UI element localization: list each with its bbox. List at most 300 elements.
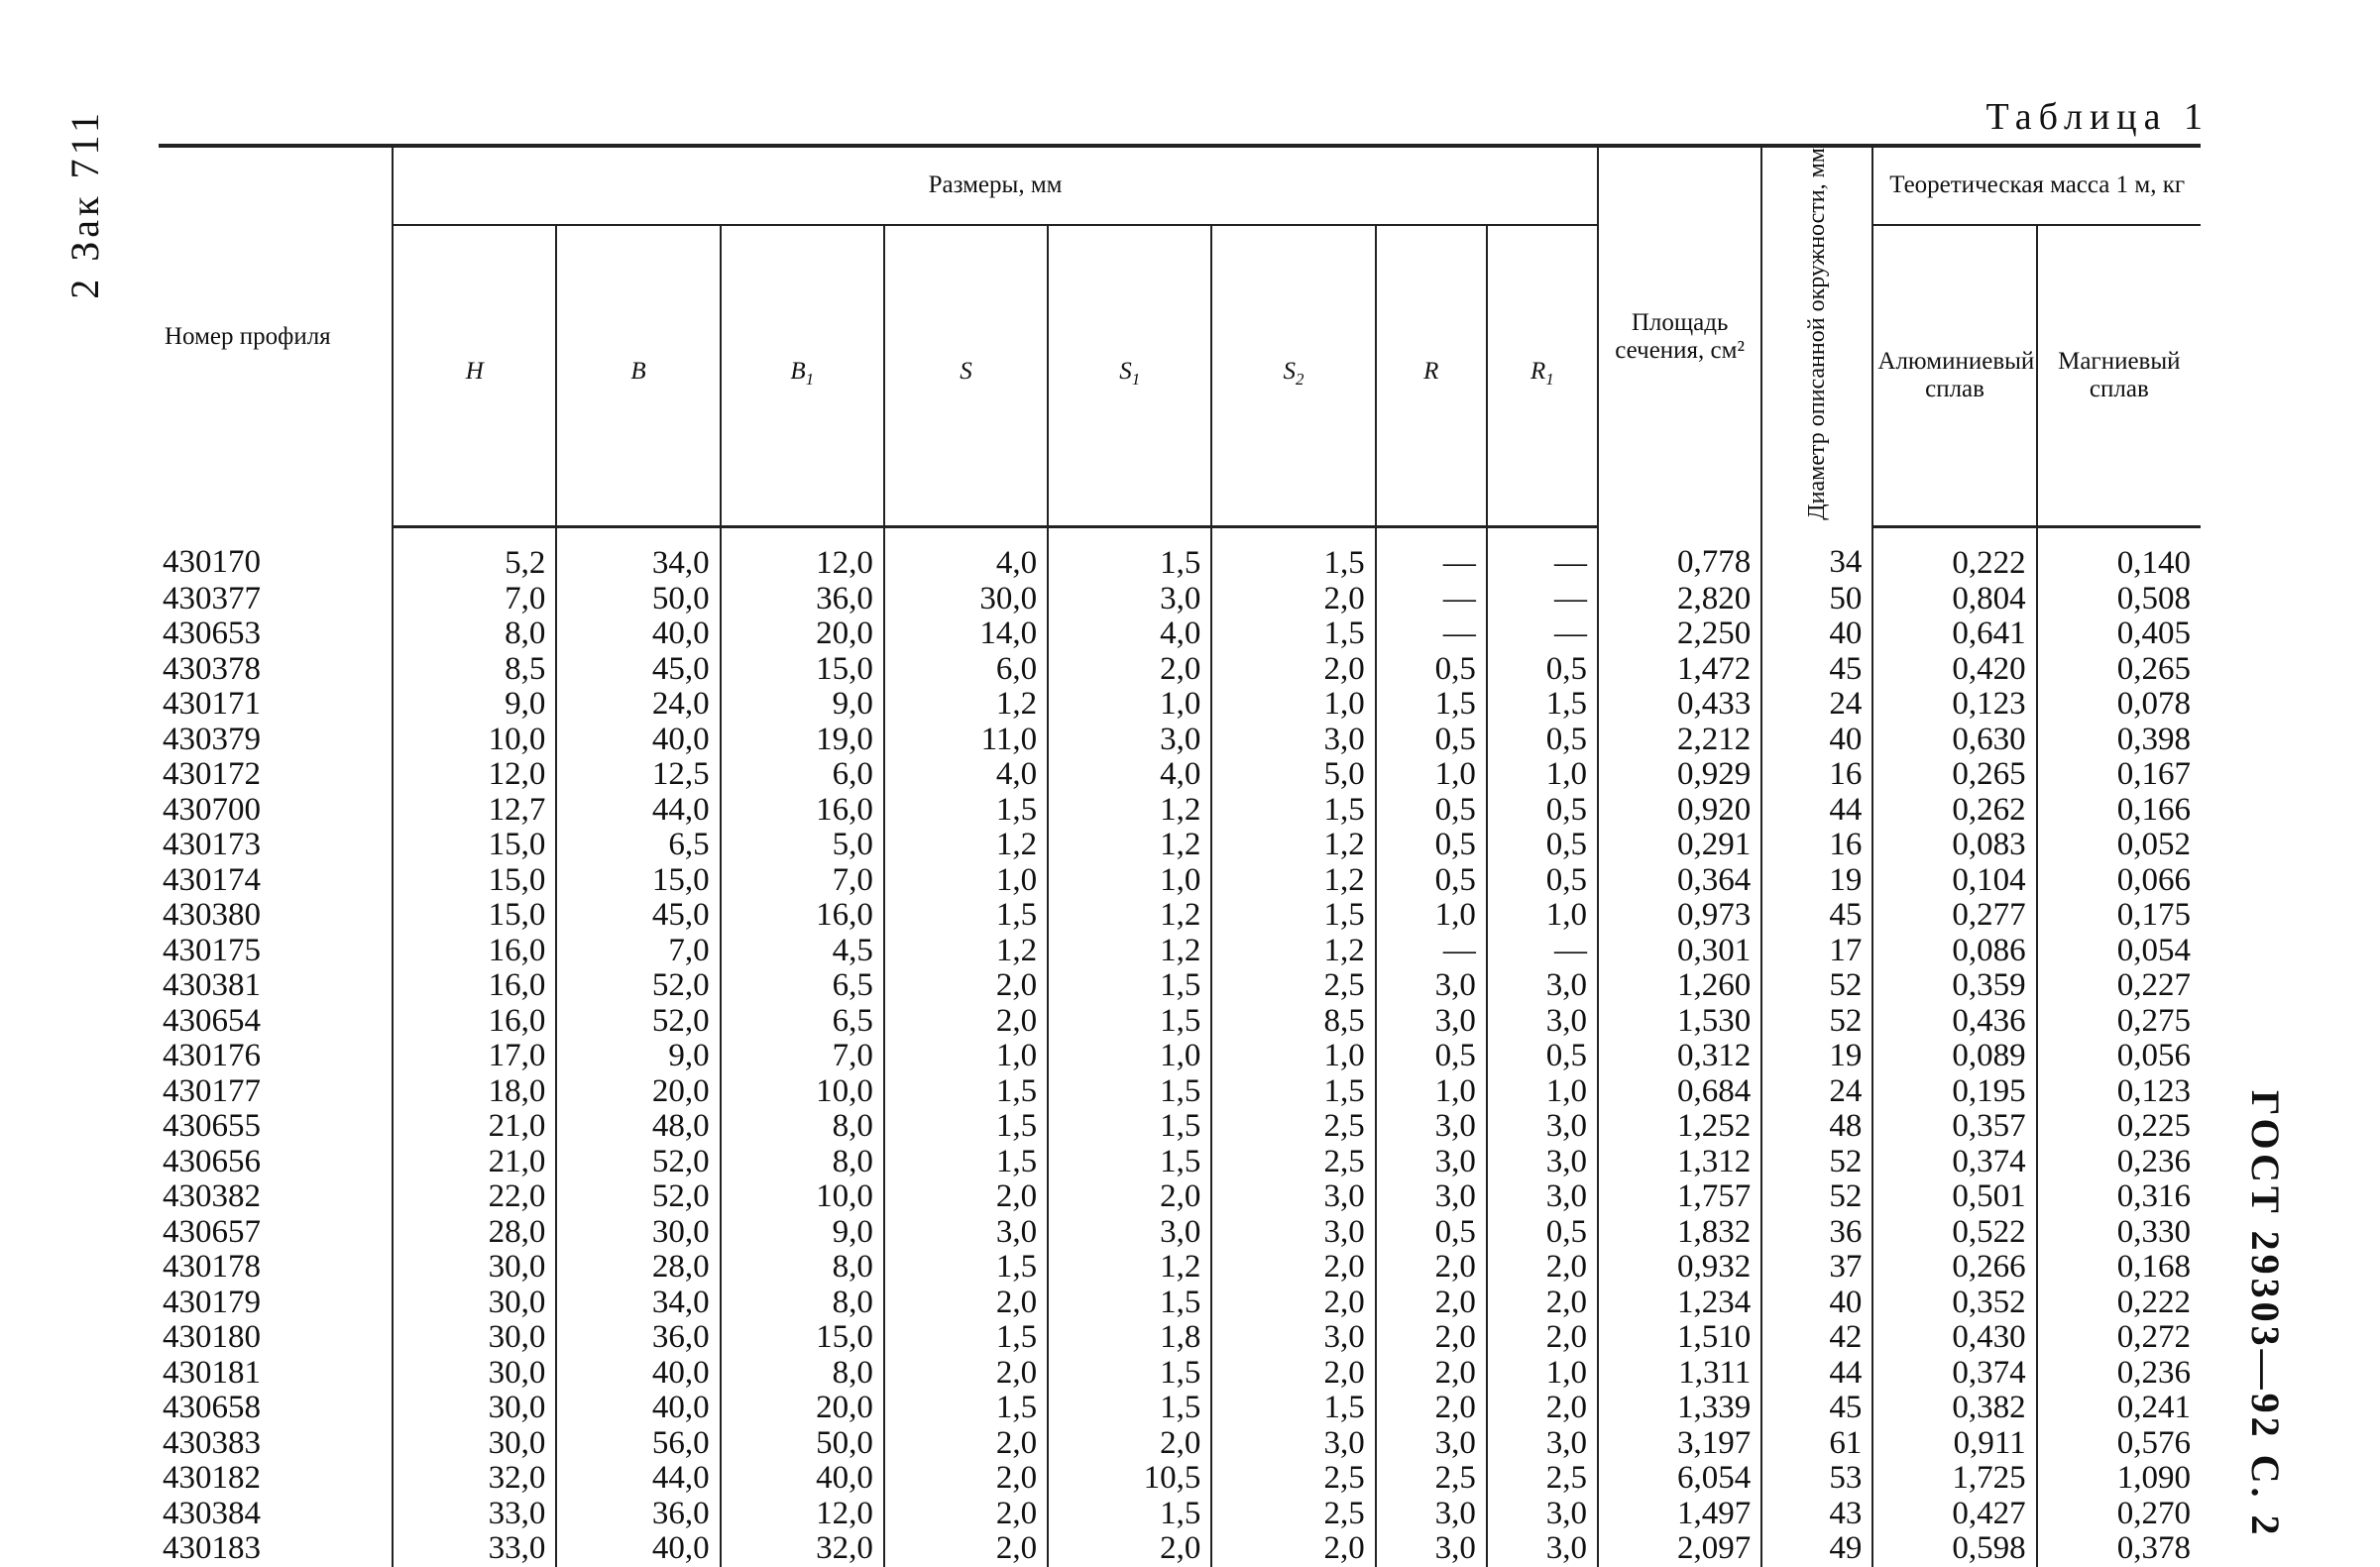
cell-section-area: 2,212 [1598, 723, 1761, 758]
cell-dim-s2: 3,0 [1211, 1215, 1375, 1251]
cell-dim-s: 2,0 [884, 1356, 1048, 1392]
cell-dim-r: — [1376, 582, 1487, 617]
cell-profile-number: 430383 [163, 1424, 261, 1461]
cell-dim-s: 1,5 [884, 1109, 1048, 1145]
cell-dim-h: 12,0 [393, 757, 556, 793]
cell-diameter: 16 [1761, 828, 1872, 863]
cell-section-area: 1,339 [1598, 1391, 1761, 1426]
cell-dim-s2: 2,0 [1211, 1250, 1375, 1286]
cell-diameter: 61 [1761, 1426, 1872, 1462]
cell-dim-b: 52,0 [556, 1004, 720, 1040]
cell-dim-b1: 36,0 [721, 582, 884, 617]
cell-dim-s: 2,0 [884, 968, 1048, 1004]
cell-mass-magnesium: 0,241 [2037, 1391, 2201, 1426]
cell-dim-b: 28,0 [556, 1250, 720, 1286]
cell-profile-number: 430379 [163, 721, 261, 757]
cell-section-area: 0,920 [1598, 793, 1761, 829]
cell-dim-r1: 3,0 [1487, 1145, 1598, 1180]
cell-dim-s: 1,5 [884, 1074, 1048, 1110]
cell-dim-s1: 1,5 [1048, 1391, 1211, 1426]
cell-profile-number: 430380 [163, 897, 261, 934]
cell-dim-b: 34,0 [556, 527, 720, 582]
cell-dim-s2: 1,5 [1211, 616, 1375, 652]
cell-dim-h: 5,2 [393, 527, 556, 582]
cell-profile-number: 430657 [163, 1213, 261, 1250]
cell-dim-s: 1,5 [884, 1250, 1048, 1286]
cell-mass-magnesium: 0,056 [2037, 1039, 2201, 1074]
cell-mass-magnesium: 0,167 [2037, 757, 2201, 793]
cell-mass-aluminum: 0,641 [1872, 616, 2036, 652]
cell-dim-s: 1,5 [884, 1320, 1048, 1356]
table-row [159, 1461, 2201, 1497]
cell-dim-h: 28,0 [393, 1215, 556, 1251]
cell-section-area: 1,497 [1598, 1497, 1761, 1532]
cell-dim-b: 20,0 [556, 1074, 720, 1110]
table-row [159, 1356, 2201, 1392]
cell-mass-aluminum: 0,195 [1872, 1074, 2036, 1110]
cell-mass-aluminum: 0,086 [1872, 934, 2036, 969]
cell-section-area: 0,301 [1598, 934, 1761, 969]
cell-profile-number: 430175 [163, 932, 261, 968]
cell-dim-b1: 7,0 [721, 863, 884, 899]
cell-dim-s1: 1,2 [1048, 934, 1211, 969]
table-row [159, 723, 2201, 758]
cell-dim-b: 52,0 [556, 1145, 720, 1180]
cell-dim-r1: 2,0 [1487, 1391, 1598, 1426]
cell-dim-r1: 1,0 [1487, 757, 1598, 793]
cell-mass-aluminum: 0,123 [1872, 687, 2036, 723]
cell-mass-aluminum: 0,630 [1872, 723, 2036, 758]
cell-profile-number: 430377 [163, 580, 261, 616]
cell-dim-s2: 2,5 [1211, 1497, 1375, 1532]
cell-dim-r1: 0,5 [1487, 1039, 1598, 1074]
cell-profile-number: 430182 [163, 1460, 261, 1497]
cell-dim-s1: 1,8 [1048, 1320, 1211, 1356]
cell-dim-b: 7,0 [556, 934, 720, 969]
cell-dim-b1: 50,0 [721, 1426, 884, 1462]
cell-mass-magnesium: 0,272 [2037, 1320, 2201, 1356]
cell-dim-s: 4,0 [884, 757, 1048, 793]
cell-dim-s1: 1,0 [1048, 687, 1211, 723]
cell-section-area: 0,433 [1598, 687, 1761, 723]
cell-mass-magnesium: 0,405 [2037, 616, 2201, 652]
cell-dim-h: 10,0 [393, 723, 556, 758]
cell-dim-h: 22,0 [393, 1179, 556, 1215]
cell-dim-s1: 1,5 [1048, 1497, 1211, 1532]
cell-dim-b1: 6,0 [721, 757, 884, 793]
cell-dim-s1: 2,0 [1048, 1426, 1211, 1462]
cell-dim-r1: 3,0 [1487, 1179, 1598, 1215]
table-row [159, 1215, 2201, 1251]
cell-profile-number: 430177 [163, 1072, 261, 1109]
cell-dim-r1: — [1487, 527, 1598, 582]
cell-dim-s: 1,0 [884, 863, 1048, 899]
cell-dim-s: 2,0 [884, 1179, 1048, 1215]
cell-dim-s: 1,5 [884, 1145, 1048, 1180]
cell-dim-h: 30,0 [393, 1250, 556, 1286]
cell-mass-magnesium: 0,576 [2037, 1426, 2201, 1462]
cell-section-area: 1,311 [1598, 1356, 1761, 1392]
cell-mass-aluminum: 0,089 [1872, 1039, 2036, 1074]
cell-dim-b1: 16,0 [721, 793, 884, 829]
cell-dim-r: 0,5 [1376, 863, 1487, 899]
cell-dim-s2: 2,5 [1211, 968, 1375, 1004]
cell-mass-aluminum: 0,374 [1872, 1356, 2036, 1392]
cell-dim-r: 3,0 [1376, 1145, 1487, 1180]
cell-dim-s2: 1,5 [1211, 1391, 1375, 1426]
cell-mass-aluminum: 1,725 [1872, 1461, 2036, 1497]
table-row [159, 793, 2201, 829]
cell-dim-s1: 1,0 [1048, 1039, 1211, 1074]
table-title: Таблица 1 [1985, 96, 2210, 138]
cell-diameter: 45 [1761, 652, 1872, 688]
cell-dim-r: 3,0 [1376, 1004, 1487, 1040]
cell-dim-b: 36,0 [556, 1497, 720, 1532]
cell-profile-number: 430171 [163, 686, 261, 723]
cell-section-area: 1,472 [1598, 652, 1761, 688]
cell-dim-r1: — [1487, 582, 1598, 617]
cell-profile-number: 430654 [163, 1002, 261, 1039]
cell-mass-aluminum: 0,427 [1872, 1497, 2036, 1532]
cell-dim-s2: 5,0 [1211, 757, 1375, 793]
cell-dim-b: 52,0 [556, 1179, 720, 1215]
cell-profile-number: 430653 [163, 616, 261, 652]
cell-dim-s: 2,0 [884, 1497, 1048, 1532]
table-row [159, 1179, 2201, 1215]
cell-section-area: 0,929 [1598, 757, 1761, 793]
cell-dim-s2: 2,0 [1211, 652, 1375, 688]
cell-dim-b1: 10,0 [721, 1179, 884, 1215]
cell-mass-magnesium: 0,054 [2037, 934, 2201, 969]
cell-dim-b: 48,0 [556, 1109, 720, 1145]
cell-mass-magnesium: 0,225 [2037, 1109, 2201, 1145]
cell-dim-b1: 15,0 [721, 652, 884, 688]
cell-mass-aluminum: 0,352 [1872, 1286, 2036, 1321]
table-row [159, 1497, 2201, 1532]
cell-dim-r1: 3,0 [1487, 1004, 1598, 1040]
cell-profile-number: 430384 [163, 1495, 261, 1531]
header-dim-r1: $R_1$ [1487, 225, 1598, 527]
cell-dim-b: 40,0 [556, 616, 720, 652]
cell-dim-r1: 0,5 [1487, 723, 1598, 758]
cell-dim-h: 21,0 [393, 1109, 556, 1145]
cell-dim-b: 30,0 [556, 1215, 720, 1251]
header-dim-r: R [1376, 225, 1487, 527]
cell-mass-aluminum: 0,501 [1872, 1179, 2036, 1215]
cell-diameter: 36 [1761, 1215, 1872, 1251]
table-row [159, 1074, 2201, 1110]
cell-diameter: 52 [1761, 1004, 1872, 1040]
cell-dim-r1: 3,0 [1487, 1531, 1598, 1567]
cell-dim-r1: 0,5 [1487, 652, 1598, 688]
cell-dim-b: 36,0 [556, 1320, 720, 1356]
cell-dim-s1: 1,2 [1048, 828, 1211, 863]
cell-dim-b1: 19,0 [721, 723, 884, 758]
cell-dim-r: 0,5 [1376, 1039, 1487, 1074]
header-magnesium-alloy: Магниевый сплав [2037, 225, 2201, 527]
cell-dim-b: 9,0 [556, 1039, 720, 1074]
cell-dim-r: 3,0 [1376, 1531, 1487, 1567]
header-dim-s1: $S_1$ [1048, 225, 1211, 527]
cell-dim-s: 1,2 [884, 828, 1048, 863]
cell-diameter: 52 [1761, 1179, 1872, 1215]
header-dim-b1: $B_1$ [721, 225, 884, 527]
cell-dim-b1: 20,0 [721, 1391, 884, 1426]
cell-dim-s2: 1,2 [1211, 828, 1375, 863]
cell-dim-r1: — [1487, 934, 1598, 969]
header-dim-h: H [393, 225, 556, 527]
cell-dim-r: 0,5 [1376, 793, 1487, 829]
cell-dim-h: 15,0 [393, 898, 556, 934]
cell-dim-r1: 0,5 [1487, 1215, 1598, 1251]
cell-dim-h: 16,0 [393, 1004, 556, 1040]
cell-dim-b1: 20,0 [721, 616, 884, 652]
cell-dim-s1: 4,0 [1048, 757, 1211, 793]
cell-dim-r: 3,0 [1376, 1109, 1487, 1145]
cell-dim-s2: 2,5 [1211, 1461, 1375, 1497]
cell-dim-s: 2,0 [884, 1004, 1048, 1040]
cell-dim-s2: 1,5 [1211, 898, 1375, 934]
cell-dim-r: 0,5 [1376, 1215, 1487, 1251]
cell-dim-s1: 4,0 [1048, 616, 1211, 652]
table-row [159, 1109, 2201, 1145]
cell-dim-h: 21,0 [393, 1145, 556, 1180]
cell-dim-s2: 1,5 [1211, 793, 1375, 829]
cell-dim-s2: 3,0 [1211, 1179, 1375, 1215]
cell-dim-h: 15,0 [393, 828, 556, 863]
cell-dim-s: 4,0 [884, 527, 1048, 582]
cell-profile-number: 430179 [163, 1284, 261, 1320]
table-row [159, 863, 2201, 899]
cell-section-area: 0,684 [1598, 1074, 1761, 1110]
cell-dim-s1: 2,0 [1048, 652, 1211, 688]
cell-dim-r1: 3,0 [1487, 1497, 1598, 1532]
cell-dim-s1: 1,5 [1048, 527, 1211, 582]
cell-section-area: 2,820 [1598, 582, 1761, 617]
header-theoretical-mass: Теоретическая масса 1 м, кг [1872, 146, 2201, 225]
cell-mass-aluminum: 0,359 [1872, 968, 2036, 1004]
cell-dim-s2: 1,0 [1211, 687, 1375, 723]
cell-section-area: 1,312 [1598, 1145, 1761, 1180]
header-aluminum-alloy: Алюминиевый сплав [1872, 225, 2036, 527]
cell-dim-r: 2,5 [1376, 1461, 1487, 1497]
cell-dim-b: 40,0 [556, 1356, 720, 1392]
cell-dim-s: 2,0 [884, 1461, 1048, 1497]
header-dimensions: Размеры, мм [393, 146, 1598, 225]
cell-section-area: 3,197 [1598, 1426, 1761, 1462]
header-dim-b: B [556, 225, 720, 527]
cell-diameter: 17 [1761, 934, 1872, 969]
cell-dim-s1: 1,5 [1048, 1286, 1211, 1321]
cell-dim-b: 6,5 [556, 828, 720, 863]
cell-dim-b1: 32,0 [721, 1531, 884, 1567]
cell-dim-b1: 8,0 [721, 1109, 884, 1145]
cell-dim-s1: 2,0 [1048, 1531, 1211, 1567]
cell-dim-s1: 3,0 [1048, 723, 1211, 758]
cell-profile-number: 430174 [163, 861, 261, 898]
cell-mass-magnesium: 0,236 [2037, 1356, 2201, 1392]
cell-profile-number: 430656 [163, 1143, 261, 1179]
cell-dim-r: 1,5 [1376, 687, 1487, 723]
cell-dim-s: 1,5 [884, 793, 1048, 829]
cell-dim-b1: 7,0 [721, 1039, 884, 1074]
cell-mass-aluminum: 0,430 [1872, 1320, 2036, 1356]
cell-diameter: 52 [1761, 968, 1872, 1004]
cell-dim-h: 8,5 [393, 652, 556, 688]
cell-diameter: 44 [1761, 1356, 1872, 1392]
cell-dim-r1: 0,5 [1487, 863, 1598, 899]
cell-section-area: 0,312 [1598, 1039, 1761, 1074]
cell-diameter: 45 [1761, 1391, 1872, 1426]
cell-dim-b: 44,0 [556, 1461, 720, 1497]
table-row [159, 652, 2201, 688]
cell-dim-s2: 1,0 [1211, 1039, 1375, 1074]
cell-dim-h: 30,0 [393, 1391, 556, 1426]
cell-diameter: 42 [1761, 1320, 1872, 1356]
cell-dim-s: 2,0 [884, 1531, 1048, 1567]
table-row [159, 934, 2201, 969]
table-row [159, 1145, 2201, 1180]
header-profile-number: Номер профиля [159, 146, 393, 527]
cell-mass-aluminum: 0,265 [1872, 757, 2036, 793]
cell-dim-s1: 2,0 [1048, 1179, 1211, 1215]
cell-dim-b1: 12,0 [721, 1497, 884, 1532]
cell-section-area: 1,832 [1598, 1215, 1761, 1251]
cell-dim-s2: 1,2 [1211, 934, 1375, 969]
cell-dim-s: 1,2 [884, 934, 1048, 969]
table-row [159, 687, 2201, 723]
cell-mass-magnesium: 0,168 [2037, 1250, 2201, 1286]
cell-mass-aluminum: 0,382 [1872, 1391, 2036, 1426]
cell-section-area: 0,973 [1598, 898, 1761, 934]
cell-mass-magnesium: 0,052 [2037, 828, 2201, 863]
cell-dim-h: 15,0 [393, 863, 556, 899]
cell-dim-r1: — [1487, 616, 1598, 652]
cell-mass-magnesium: 0,398 [2037, 723, 2201, 758]
cell-section-area: 2,250 [1598, 616, 1761, 652]
cell-dim-s2: 1,5 [1211, 527, 1375, 582]
cell-mass-magnesium: 0,508 [2037, 582, 2201, 617]
cell-mass-magnesium: 0,140 [2037, 527, 2201, 582]
cell-profile-number: 430655 [163, 1108, 261, 1145]
cell-dim-s1: 1,2 [1048, 793, 1211, 829]
cell-diameter: 40 [1761, 1286, 1872, 1321]
cell-diameter: 44 [1761, 793, 1872, 829]
cell-dim-s1: 1,5 [1048, 1004, 1211, 1040]
cell-dim-s1: 1,0 [1048, 863, 1211, 899]
cell-section-area: 1,260 [1598, 968, 1761, 1004]
cell-section-area: 1,234 [1598, 1286, 1761, 1321]
cell-dim-r1: 3,0 [1487, 968, 1598, 1004]
cell-mass-aluminum: 0,374 [1872, 1145, 2036, 1180]
cell-dim-b1: 10,0 [721, 1074, 884, 1110]
profile-table [159, 144, 2201, 1567]
cell-dim-s2: 1,5 [1211, 1074, 1375, 1110]
cell-dim-r: 0,5 [1376, 828, 1487, 863]
cell-dim-s1: 1,2 [1048, 1250, 1211, 1286]
cell-dim-r: 2,0 [1376, 1250, 1487, 1286]
cell-dim-b1: 40,0 [721, 1461, 884, 1497]
cell-mass-magnesium: 0,078 [2037, 687, 2201, 723]
cell-dim-s: 11,0 [884, 723, 1048, 758]
cell-dim-s1: 1,5 [1048, 1109, 1211, 1145]
cell-dim-s2: 1,2 [1211, 863, 1375, 899]
cell-dim-r: 3,0 [1376, 1426, 1487, 1462]
cell-diameter: 49 [1761, 1531, 1872, 1567]
cell-dim-b: 40,0 [556, 723, 720, 758]
table-row [159, 582, 2201, 617]
cell-dim-s2: 2,0 [1211, 1356, 1375, 1392]
cell-mass-magnesium: 0,236 [2037, 1145, 2201, 1180]
cell-dim-s2: 2,0 [1211, 582, 1375, 617]
table-row [159, 1039, 2201, 1074]
cell-dim-b1: 8,0 [721, 1145, 884, 1180]
cell-mass-magnesium: 0,123 [2037, 1074, 2201, 1110]
cell-mass-aluminum: 0,262 [1872, 793, 2036, 829]
cell-dim-s: 1,2 [884, 687, 1048, 723]
cell-dim-s: 1,0 [884, 1039, 1048, 1074]
cell-dim-s2: 3,0 [1211, 1320, 1375, 1356]
cell-dim-r: 1,0 [1376, 1074, 1487, 1110]
cell-dim-b1: 8,0 [721, 1356, 884, 1392]
cell-dim-b: 52,0 [556, 968, 720, 1004]
cell-mass-magnesium: 0,270 [2037, 1497, 2201, 1532]
cell-mass-magnesium: 0,166 [2037, 793, 2201, 829]
cell-dim-s1: 1,5 [1048, 1356, 1211, 1392]
cell-section-area: 2,097 [1598, 1531, 1761, 1567]
cell-dim-b: 45,0 [556, 652, 720, 688]
cell-mass-magnesium: 0,175 [2037, 898, 2201, 934]
cell-dim-s1: 1,5 [1048, 1074, 1211, 1110]
cell-section-area: 0,291 [1598, 828, 1761, 863]
cell-dim-b1: 8,0 [721, 1250, 884, 1286]
cell-dim-s: 14,0 [884, 616, 1048, 652]
cell-diameter: 24 [1761, 1074, 1872, 1110]
cell-dim-r1: 0,5 [1487, 828, 1598, 863]
cell-dim-h: 18,0 [393, 1074, 556, 1110]
cell-profile-number: 430173 [163, 827, 261, 863]
page-side-note: 2 Зак 711 [62, 109, 107, 299]
cell-section-area: 0,932 [1598, 1250, 1761, 1286]
cell-mass-magnesium: 0,066 [2037, 863, 2201, 899]
cell-dim-b1: 16,0 [721, 898, 884, 934]
cell-dim-b1: 4,5 [721, 934, 884, 969]
cell-mass-aluminum: 0,222 [1872, 527, 2036, 582]
cell-dim-h: 30,0 [393, 1286, 556, 1321]
cell-dim-s2: 2,5 [1211, 1109, 1375, 1145]
cell-dim-b1: 9,0 [721, 687, 884, 723]
cell-section-area: 6,054 [1598, 1461, 1761, 1497]
cell-dim-s: 1,5 [884, 898, 1048, 934]
cell-dim-s2: 3,0 [1211, 723, 1375, 758]
cell-mass-magnesium: 0,227 [2037, 968, 2201, 1004]
table-row [159, 1286, 2201, 1321]
cell-dim-h: 30,0 [393, 1356, 556, 1392]
cell-dim-h: 8,0 [393, 616, 556, 652]
cell-mass-magnesium: 0,330 [2037, 1215, 2201, 1251]
cell-dim-h: 7,0 [393, 582, 556, 617]
cell-dim-s1: 1,2 [1048, 898, 1211, 934]
header-dim-s2: $S_2$ [1211, 225, 1375, 527]
cell-mass-magnesium: 0,265 [2037, 652, 2201, 688]
cell-section-area: 1,757 [1598, 1179, 1761, 1215]
cell-mass-aluminum: 0,104 [1872, 863, 2036, 899]
cell-diameter: 40 [1761, 723, 1872, 758]
cell-dim-s: 2,0 [884, 1426, 1048, 1462]
cell-mass-magnesium: 0,316 [2037, 1179, 2201, 1215]
cell-dim-r1: 2,5 [1487, 1461, 1598, 1497]
cell-profile-number: 430172 [163, 756, 261, 793]
